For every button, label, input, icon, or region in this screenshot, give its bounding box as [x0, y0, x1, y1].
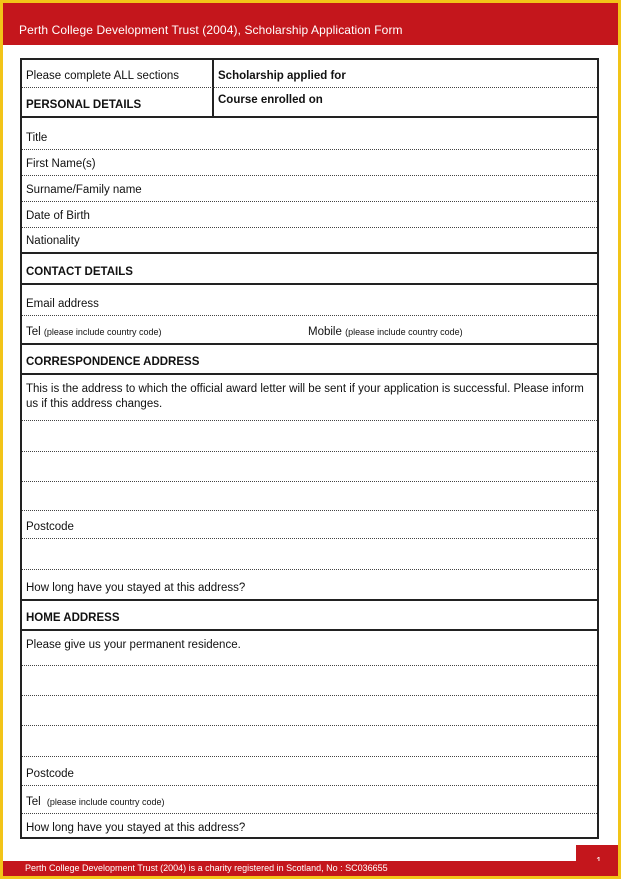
- correspondence-postcode-field[interactable]: [22, 511, 597, 539]
- title-field[interactable]: [22, 118, 597, 150]
- mobile-field[interactable]: [308, 326, 463, 338]
- home-address-line-3[interactable]: [22, 726, 597, 757]
- email-label: Email address: [26, 298, 99, 310]
- home-postcode-field[interactable]: [22, 757, 597, 786]
- home-duration-field[interactable]: [22, 814, 597, 839]
- home-address-heading: HOME ADDRESS: [26, 612, 120, 624]
- surname-field[interactable]: [22, 176, 597, 202]
- tel-field[interactable]: [26, 326, 161, 338]
- tel-note: (please include country code): [43, 327, 162, 337]
- email-field[interactable]: [22, 285, 597, 316]
- title-label: Title: [26, 132, 48, 144]
- instruction-text: Please complete ALL sections: [26, 70, 179, 82]
- home-note: Please give us your permanent residence.: [26, 639, 241, 651]
- scholarship-applied-field[interactable]: Scholarship applied for: [218, 70, 346, 82]
- surname-label: Surname/Family name: [26, 184, 142, 196]
- dob-field[interactable]: [22, 202, 597, 228]
- home-note-row: [22, 631, 597, 666]
- tel-mobile-row: [22, 316, 597, 345]
- mobile-label: Mobile: [308, 326, 342, 338]
- home-duration-label: How long have you stayed at this address?: [26, 822, 246, 834]
- correspondence-address-line-3[interactable]: [22, 482, 597, 511]
- first-name-field[interactable]: [22, 150, 597, 176]
- nationality-label: Nationality: [26, 235, 80, 247]
- page-header: [3, 3, 618, 45]
- correspondence-address-line-2[interactable]: [22, 452, 597, 482]
- home-tel-field[interactable]: [22, 786, 597, 814]
- instruction-row: [22, 60, 597, 88]
- correspondence-duration-field[interactable]: [22, 570, 597, 601]
- personal-heading-row: [22, 88, 597, 118]
- home-heading-row: [22, 601, 597, 631]
- correspondence-note-row: [22, 375, 597, 421]
- tel-label: Tel: [26, 326, 41, 338]
- home-tel-label: Tel: [26, 796, 41, 808]
- correspondence-heading-row: [22, 345, 597, 375]
- course-enrolled-field[interactable]: Course enrolled on: [218, 94, 323, 106]
- nationality-field[interactable]: [22, 228, 597, 254]
- correspondence-note: This is the address to which the official award letter will be sent if your application is successful. Please inform us if this address changes.: [26, 383, 584, 410]
- correspondence-extra-line[interactable]: [22, 539, 597, 570]
- home-address-line-1[interactable]: [22, 666, 597, 696]
- home-postcode-label: Postcode: [26, 768, 74, 780]
- header-title: Perth College Development Trust (2004), Scholarship Application Form: [19, 23, 403, 37]
- application-form: [20, 58, 599, 839]
- contact-heading-row: [22, 254, 597, 285]
- dob-label: Date of Birth: [26, 210, 90, 222]
- correspondence-address-line-1[interactable]: [22, 421, 597, 452]
- footer-text: Perth College Development Trust (2004) is a charity registered in Scotland, No : SC036655: [25, 863, 388, 873]
- form-page: [3, 3, 618, 876]
- contact-details-heading: CONTACT DETAILS: [26, 266, 133, 278]
- home-tel-note: (please include country code): [46, 797, 165, 807]
- correspondence-postcode-label: Postcode: [26, 521, 74, 533]
- correspondence-duration-label: How long have you stayed at this address?: [26, 582, 246, 594]
- home-tel-text: [26, 796, 164, 808]
- correspondence-heading: CORRESPONDENCE ADDRESS: [26, 356, 200, 368]
- mobile-note: (please include country code): [345, 327, 463, 337]
- home-address-line-2[interactable]: [22, 696, 597, 726]
- personal-details-heading: PERSONAL DETAILS: [26, 99, 142, 111]
- first-name-label: First Name(s): [26, 158, 96, 170]
- page-footer: [3, 861, 618, 876]
